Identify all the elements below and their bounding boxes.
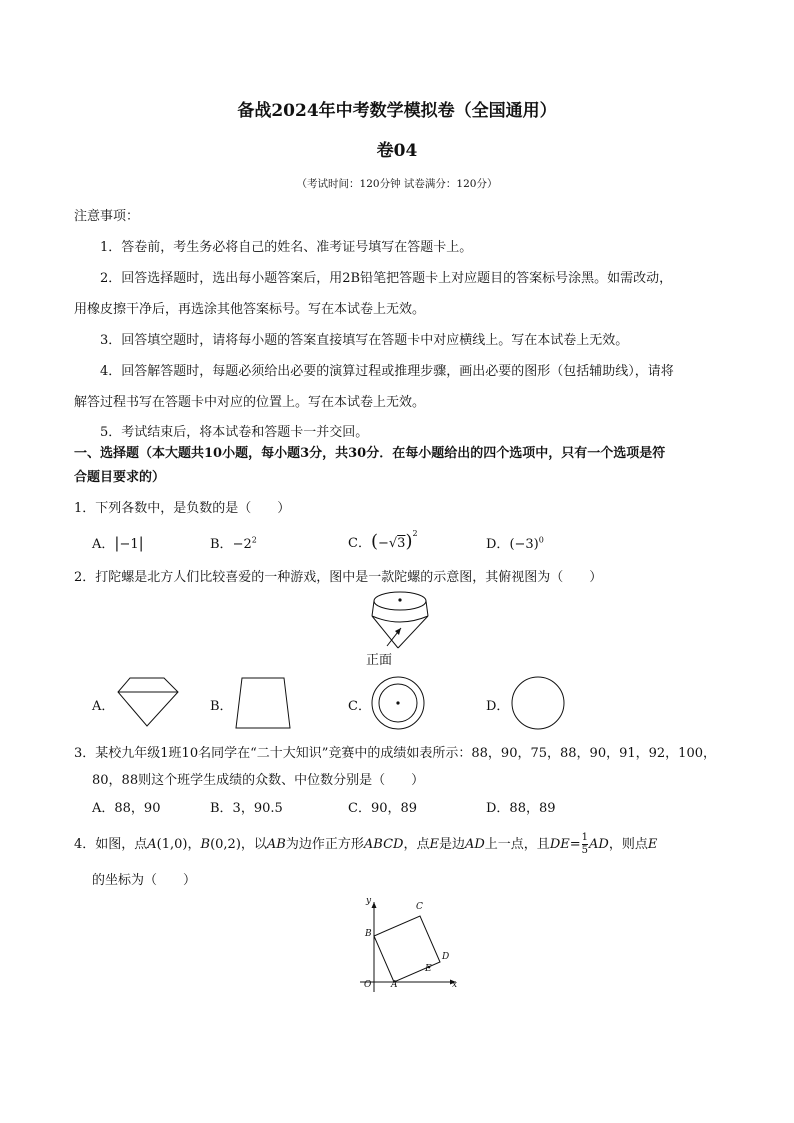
q2-option-d-label: D．: [486, 699, 510, 714]
q4-frac-den: 5: [581, 845, 589, 856]
q1-b-label: B．: [210, 537, 233, 552]
q4-fraction: [582, 832, 588, 857]
q4-frac-num: 1: [581, 832, 589, 843]
q4-fig-y-label: y: [366, 896, 372, 906]
q2-option-a-label: A．: [92, 699, 115, 714]
paper-subtitle: 卷04: [376, 141, 418, 161]
notice-item-5: 5．考试结束后，将本试卷和答题卡一并交回。: [100, 425, 369, 440]
q4-sep: ，: [187, 837, 201, 852]
q4-stem-line2: 的坐标为（ ）: [92, 873, 197, 888]
q1-stem: 1．下列各数中，是负数的是（ ）: [74, 501, 291, 516]
page-title: 备战2024年中考数学模拟卷（全国通用）: [237, 101, 557, 121]
q4-point-a: A: [147, 837, 157, 852]
q1-option-a: A．|−1|: [92, 534, 144, 552]
q1-b-exponent: 2: [251, 535, 257, 545]
q1-c-exponent: 2: [412, 528, 418, 538]
spinning-top-figure: [360, 588, 440, 658]
q2-stem: 2．打陀螺是北方人们比较喜爱的一种游戏，图中是一款陀螺的示意图，其俯视图为（ ）: [74, 570, 603, 585]
q1-a-value: 1: [130, 537, 139, 552]
q1-a-label: A．: [92, 537, 115, 552]
q3-option-b: B．3，90.5: [210, 801, 283, 816]
notice-item-3: 3．回答填空题时，请将每小题的答案直接填写在答题卡中对应横线上。写在本试卷上无效。: [100, 333, 629, 348]
q4-fig-o-label: O: [364, 980, 372, 990]
front-view-label: 正面: [366, 653, 393, 668]
section-heading-line1: 一、选择题（本大题共10小题，每小题3分，共30分．在每小题给出的四个选项中，只有一个选项是符: [74, 446, 666, 461]
q1-d-value: (−3): [509, 537, 539, 552]
q4-fig-c-label: C: [416, 902, 423, 912]
q3-stem-line1: 3．某校九年级1班10名同学在“二十大知识”竞赛中的成绩如表所示：88，90，75，88，90，91，92，100，: [74, 746, 716, 761]
q4-eq: =: [569, 837, 581, 852]
q1-option-b: [210, 533, 257, 552]
q4-text-5: 是边: [438, 837, 465, 852]
q2-option-c-figure: [370, 675, 426, 731]
q4-text-3: 为边作正方形: [285, 837, 364, 852]
q4-de: DE: [549, 837, 570, 852]
q4-seg-ad: AD: [464, 837, 485, 852]
q4-coord-a: (1,0): [156, 837, 188, 852]
q4-ad: AD: [589, 837, 609, 852]
q4-point-e: E: [429, 837, 439, 852]
notice-item-1: 1．答卷前，考生务必将自己的姓名、准考证号填写在答题卡上。: [100, 240, 473, 255]
q1-c-label: C．: [348, 536, 371, 551]
q1-option-c: C．$(-√3)^2$: [348, 528, 418, 552]
notice-item-2: 2．回答选择题时，选出每小题答案后，用2B铅笔把答题卡上对应题目的答案标号涂黑。如需改动，: [100, 271, 673, 286]
notice-item-4-cont: 解答过程书写在答题卡中对应的位置上。写在本试卷上无效。: [74, 395, 426, 410]
q4-fig-a-label: A: [391, 980, 398, 990]
q4-fig-b-label: B: [365, 929, 372, 939]
notice-item-2-cont: 用橡皮擦干净后，再选涂其他答案标号。写在本试卷上无效。: [74, 302, 426, 317]
q4-text-2: ，以: [240, 837, 267, 852]
q4-text-6: 上一点，且: [484, 837, 550, 852]
q4-text-1: 4．如图，点: [74, 837, 148, 852]
notice-heading: 注意事项：: [74, 209, 140, 224]
q2-option-b-figure: [234, 676, 294, 730]
q4-coord-b: (0,2): [210, 837, 241, 852]
q1-d-label: D．: [486, 537, 510, 552]
q4-fig-e-label: E: [425, 964, 432, 974]
q4-text-7: ，则点: [608, 837, 648, 852]
q4-fig-x-label: x: [452, 980, 458, 990]
q4-stem-line1: [74, 832, 657, 857]
q2-option-a-figure: [116, 676, 180, 728]
notice-item-4: 4．回答解答题时，每题必须给出必要的演算过程或推理步骤，画出必要的图形（包括辅助线），请将: [100, 364, 674, 379]
q4-seg-ab: AB: [266, 837, 286, 852]
q2-option-c-label: C．: [348, 699, 371, 714]
q4-square: ABCD: [363, 837, 404, 852]
q4-point-e-2: E: [647, 837, 658, 852]
exam-info: （考试时间：120分钟 试卷满分：120分）: [296, 178, 498, 190]
q3-option-d: D．88，89: [486, 801, 556, 816]
q4-text-4: ，点: [403, 837, 430, 852]
q3-option-a: A．88，90: [92, 801, 161, 816]
q3-option-c: C．90，89: [348, 801, 418, 816]
q2-option-d-figure: [510, 675, 566, 731]
section-heading-line2: 合题目要求的）: [74, 470, 166, 485]
q1-option-d: [486, 533, 544, 552]
q1-d-exponent: 0: [538, 535, 544, 545]
q1-c-value: 3: [397, 536, 406, 551]
q3-stem-line2: 80，88则这个班学生成绩的众数、中位数分别是（ ）: [92, 773, 425, 788]
q4-point-b: B: [200, 837, 211, 852]
q4-fig-d-label: D: [442, 952, 450, 962]
q1-b-value: −2: [232, 537, 252, 552]
q2-option-b-label: B．: [210, 699, 233, 714]
